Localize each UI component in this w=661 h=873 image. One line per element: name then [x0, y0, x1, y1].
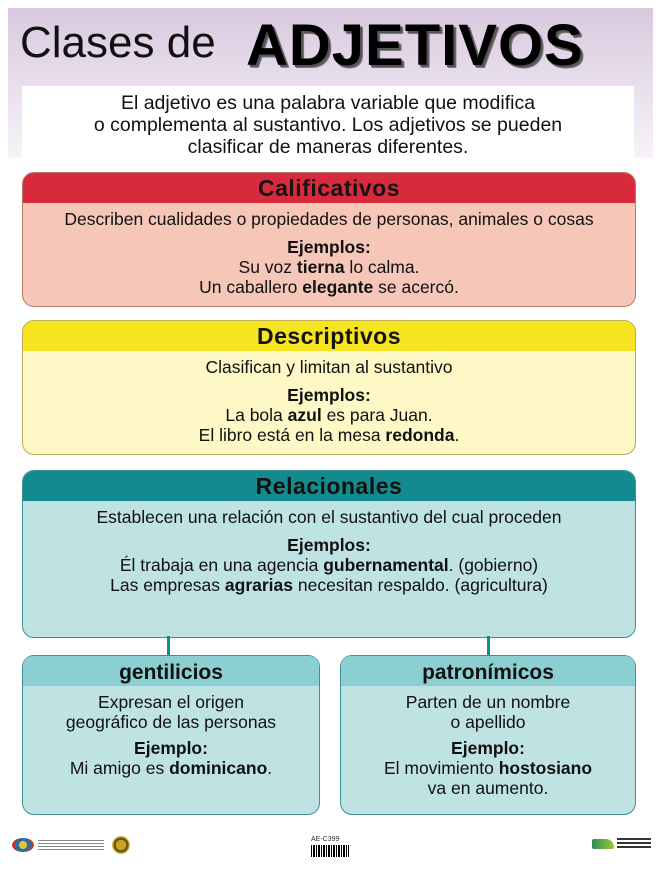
examples-label: Ejemplos: — [287, 385, 371, 405]
descriptivos-body — [23, 351, 635, 445]
example-adjective: hostosiano — [498, 758, 593, 778]
calificativos-heading: Calificativos — [23, 173, 635, 203]
connector-line — [167, 636, 170, 656]
relacionales-description: Establecen una relación con el sustantivo del cual proceden — [96, 507, 562, 527]
example-line: Su voz tierna lo calma. — [238, 257, 420, 277]
example-line: va en aumento. — [427, 778, 549, 798]
seal-icon — [112, 836, 130, 854]
relacionales-box — [22, 470, 636, 638]
title-bold: ADJETIVOS — [246, 13, 584, 78]
example-adjective: azul — [287, 405, 322, 425]
gentilicios-description: geográfico de las personas — [65, 712, 277, 732]
gentilicios-description: Expresan el origen — [98, 692, 244, 712]
product-code: AE-C399 — [311, 836, 340, 843]
example-adjective: gubernamental — [323, 555, 449, 575]
patronimicos-heading: patronímicos — [341, 656, 635, 686]
page-title — [20, 12, 645, 82]
gentilicios-heading: gentilicios — [23, 656, 319, 686]
calificativos-box — [22, 172, 636, 307]
calificativos-body — [23, 203, 635, 297]
example-line: Él trabaja en una agencia gubernamental. (gobierno) — [119, 555, 539, 575]
brand-logo-icon — [592, 839, 614, 849]
relacionales-body — [23, 501, 635, 595]
example-adjective: dominicano — [169, 758, 268, 778]
example-line: La bola azul es para Juan. — [225, 405, 433, 425]
example-label: Ejemplo: — [451, 738, 525, 758]
example-adjective: agrarias — [224, 575, 294, 595]
example-line: El movimiento hostosiano — [383, 758, 593, 778]
example-line: El libro está en la mesa redonda. — [198, 425, 460, 445]
example-line: Las empresas agrarias necesitan respaldo. (agricultura) — [110, 575, 548, 595]
descriptivos-box — [22, 320, 636, 455]
intro-line: El adjetivo es una palabra variable que modifica — [120, 92, 536, 114]
footer — [0, 826, 661, 873]
connector-line — [487, 636, 490, 656]
intro-line: o complementa al sustantivo. Los adjetivos se pueden — [93, 114, 563, 136]
calificativos-description: Describen cualidades o propiedades de personas, animales o cosas — [64, 209, 594, 229]
barcode-icon — [311, 845, 349, 857]
example-adjective: elegante — [302, 277, 374, 297]
relacionales-heading: Relacionales — [23, 471, 635, 501]
example-label: Ejemplo: — [134, 738, 208, 758]
intro-text — [22, 86, 634, 160]
patronimicos-description: o apellido — [450, 712, 526, 732]
publisher-logo-icon — [12, 838, 34, 852]
patronimicos-description: Parten de un nombre — [405, 692, 571, 712]
publisher-info-icon — [38, 840, 104, 850]
example-adjective: tierna — [296, 257, 345, 277]
example-line: Mi amigo es dominicano. — [69, 758, 273, 778]
descriptivos-description: Clasifican y limitan al sustantivo — [205, 357, 453, 377]
examples-label: Ejemplos: — [287, 535, 371, 555]
gentilicios-box — [22, 655, 320, 815]
patronimicos-box — [340, 655, 636, 815]
intro-line: clasificar de maneras diferentes. — [187, 136, 469, 158]
title-light: Clases de — [20, 18, 216, 67]
examples-label: Ejemplos: — [287, 237, 371, 257]
example-line: Un caballero elegante se acercó. — [199, 277, 459, 297]
brand-wordmark-icon — [617, 838, 651, 850]
descriptivos-heading: Descriptivos — [23, 321, 635, 351]
example-adjective: redonda — [385, 425, 455, 445]
